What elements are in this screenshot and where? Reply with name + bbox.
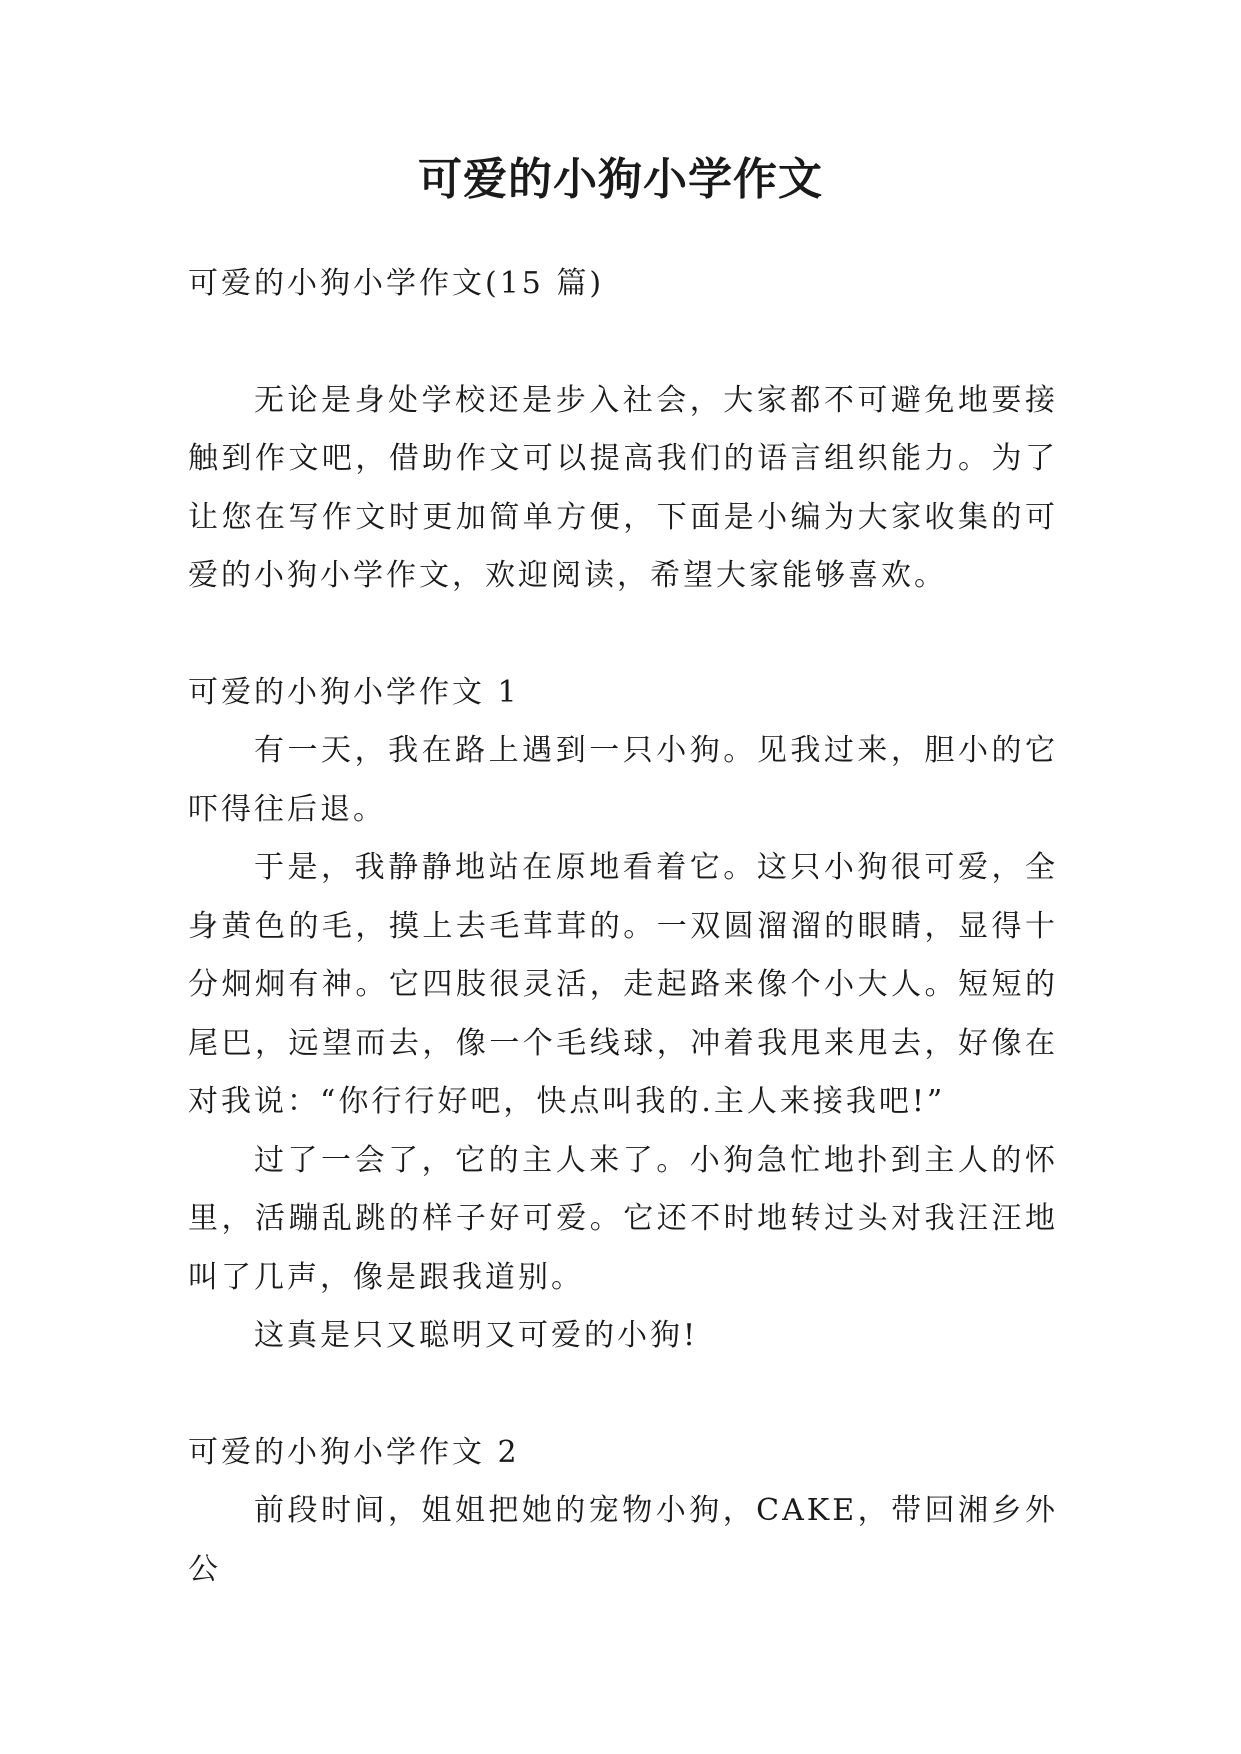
collection-subtitle: 可爱的小狗小学作文(15 篇) <box>188 266 605 301</box>
document-title: 可爱的小狗小学作文 <box>418 154 823 205</box>
section-heading-2: 可爱的小狗小学作文 2 <box>188 1434 520 1470</box>
document-body <box>188 255 1058 1599</box>
section-1-paragraph-4: 这真是只又聪明又可爱的小狗! <box>254 1318 699 1353</box>
section-2-paragraph-1: 前段时间，姐姐把她的宠物小狗，CAKE，带回湘乡外公 <box>188 1493 1058 1587</box>
section-1-paragraph-3: 过了一会了，它的主人来了。小狗急忙地扑到主人的怀里，活蹦乱跳的样子好可爱。它还不时地转过头对我汪汪地叫了几声，像是跟我道别。 <box>188 1142 1058 1295</box>
section-1-paragraph-2: 于是，我静静地站在原地看着它。这只小狗很可爱，全身黄色的毛，摸上去毛茸茸的。一双圆溜溜的眼睛，显得十分炯炯有神。它四肢很灵活，走起路来像个小大人。短短的尾巴，远望而去，像一个毛线球，冲着我甩来甩去，好像在对我说：“你行行好吧，快点叫我的.主人来接我吧!” <box>188 850 1058 1119</box>
section-heading-1: 可爱的小狗小学作文 1 <box>188 674 520 710</box>
intro-paragraph: 无论是身处学校还是步入社会，大家都不可避免地要接触到作文吧，借助作文可以提高我们的语言组织能力。为了让您在写作文时更加简单方便，下面是小编为大家收集的可爱的小狗小学作文，欢迎阅读，希望大家能够喜欢。 <box>188 382 1058 593</box>
section-1-paragraph-1: 有一天，我在路上遇到一只小狗。见我过来，胆小的它吓得往后退。 <box>188 733 1058 827</box>
